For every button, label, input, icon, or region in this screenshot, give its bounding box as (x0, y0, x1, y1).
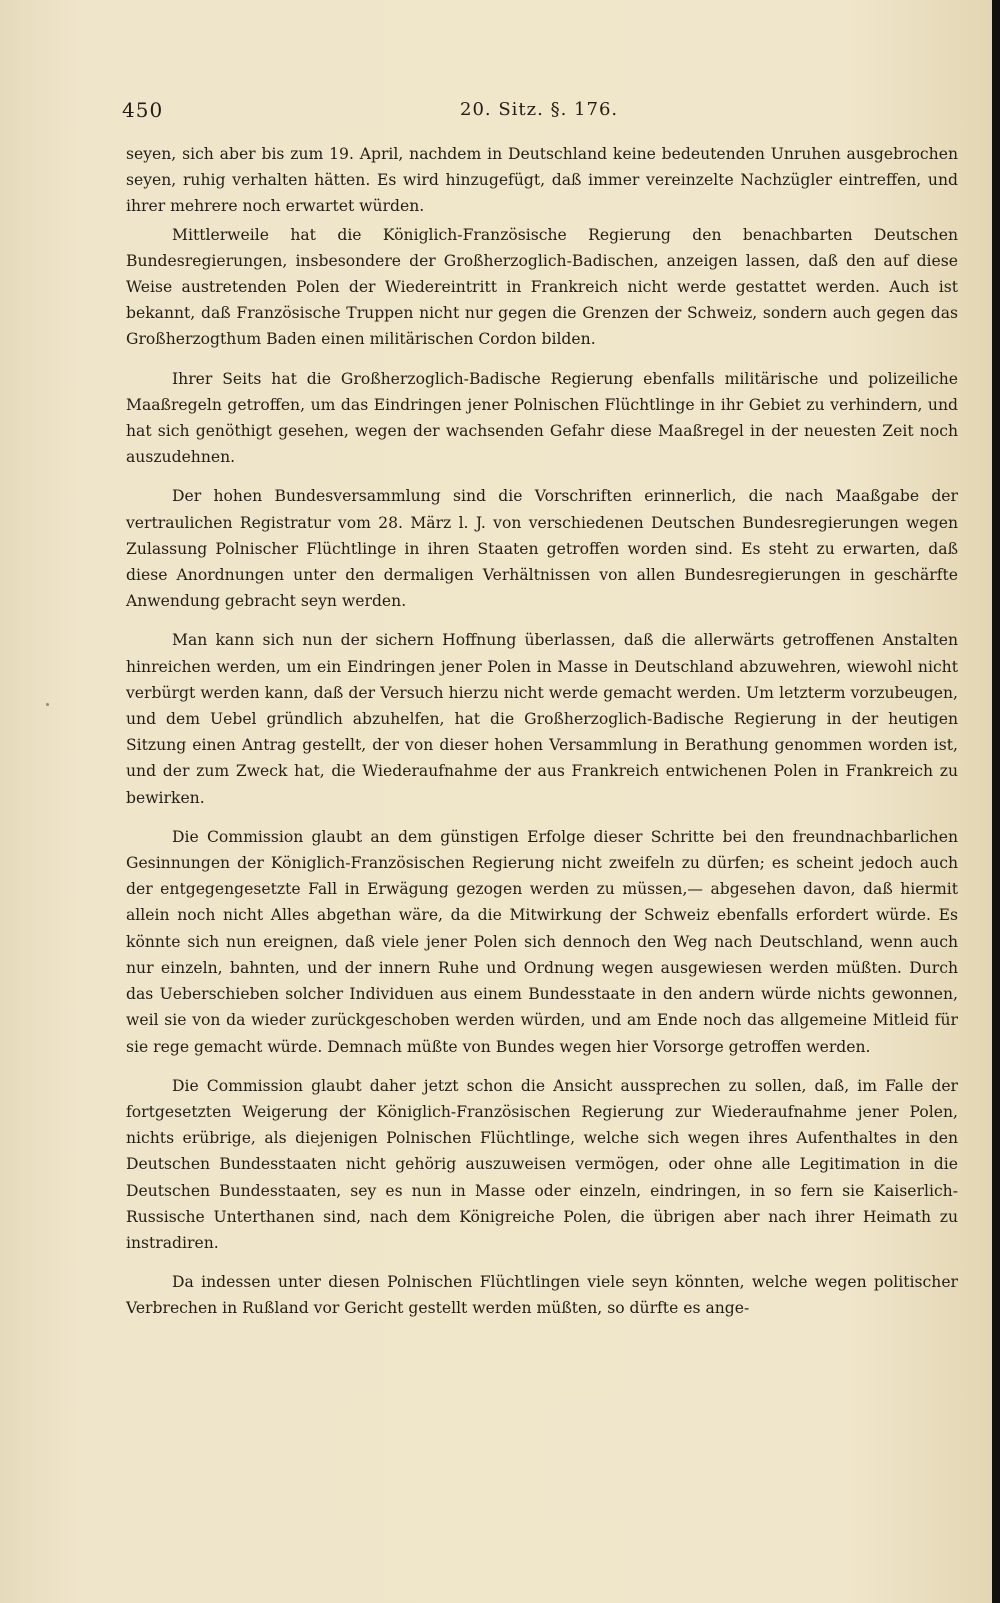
paragraph: Ihrer Seits hat die Großherzoglich-Badische Regierung ebenfalls militärische und polizeiliche Maaßregeln getroffen, um das Eindringen jener Polnischen Flüchtlinge in ihr Gebiet zu verhindern, und hat sich genöthigt gesehen, wegen der wachsenden Gefahr diese Maaßregel in der neuesten Zeit noch auszudehnen. (126, 369, 958, 467)
paragraph: Mittlerweile hat die Königlich-Französische Regierung den benachbarten Deutschen Bundesregierungen, insbesondere der Großherzoglich-Badischen, anzeigen lassen, daß den auf diese Weise austretenden Polen der Wiedereintritt in Frankreich nicht werde gestattet werden. Auch ist bekannt, daß Französische Truppen nicht nur gegen die Grenzen der Schweiz, sondern auch gegen das Großherzogthum Baden einen militärischen Cordon bilden. (126, 225, 958, 349)
paragraph: Die Commission glaubt daher jetzt schon die Ansicht aussprechen zu sollen, daß, im Falle der fortgesetzten Weigerung der Königlich-Französischen Regierung zur Wiederaufnahme jener Polen, nichts erübrige, als diejenigen Polnischen Flüchtlinge, welche sich wegen ihres Aufenthaltes in den Deutschen Bundesstaaten nicht gehörig auszuweisen vermögen, oder ohne alle Legitimation in die Deutschen Bundesstaaten, sey es nun in Masse oder einzeln, eindringen, in so fern sie Kaiserlich-Russische Unterthanen sind, nach dem Königreiche Polen, die übrigen aber nach ihrer Heimath zu instradiren. (126, 1076, 958, 1252)
paragraph: Der hohen Bundesversammlung sind die Vorschriften erinnerlich, die nach Maaßgabe der vertraulichen Registratur vom 28. März l. J. von verschiedenen Deutschen Bundesregierungen wegen Zulassung Polnischer Flüchtlinge in ihren Staaten getroffen worden sind. Es steht zu erwarten, daß diese Anordnungen unter den dermaligen Verhältnissen von allen Bundesregierungen in geschärfte Anwendung gebracht seyn werden. (126, 487, 958, 611)
paragraph: Da indessen unter diesen Polnischen Flüchtlingen viele seyn könnten, welche wegen politischer Verbrechen in Rußland vor Gericht gestellt werden müßten, so dürfte es ange- (126, 1273, 958, 1318)
page-number: 450 (122, 98, 164, 122)
running-head: 20. Sitz. §. 176. (460, 99, 619, 120)
scan-edge (992, 0, 1000, 1603)
body-text (126, 141, 958, 1335)
paragraph: seyen, sich aber bis zum 19. April, nachdem in Deutschland keine bedeutenden Unruhen ausgebrochen seyen, ruhig verhalten hätten. Es wird hinzugefügt, daß immer vereinzelte Nachzügler eintreffen, und ihrer mehrere noch erwartet würden. (126, 145, 958, 216)
paragraph: Die Commission glaubt an dem günstigen Erfolge dieser Schritte bei den freundnachbarlichen Gesinnungen der Königlich-Französischen Regierung nicht zweifeln zu dürfen; es scheint jedoch auch der entgegengesetzte Fall in Erwägung gezogen werden zu müssen,— abgesehen davon, daß hiermit allein noch nicht Alles abgethan wäre, da die Mitwirkung der Schweiz ebenfalls erfordert würde. Es könnte sich nun ereignen, daß viele jener Polen sich dennoch den Weg nach Deutschland, wenn auch nur einzeln, bahnten, und der innern Ruhe und Ordnung wegen ausgewiesen werden müßten. Durch das Ueberschieben solcher Individuen aus einem Bundesstaate in den andern würde nichts gewonnen, weil sie von da wieder zurückgeschoben werden würden, und am Ende noch das allgemeine Mitleid für sie rege gemacht würde. Demnach müßte von Bundes wegen hier Vorsorge getroffen werden. (126, 827, 958, 1056)
paper-speck (46, 703, 49, 706)
paragraph: Man kann sich nun der sichern Hoffnung überlassen, daß die allerwärts getroffenen Anstalten hinreichen werden, um ein Eindringen jener Polen in Masse in Deutschland abzuwehren, wiewohl nicht verbürgt werden kann, daß der Versuch hierzu nicht werde gemacht werden. Um letzterm vorzubeugen, und dem Uebel gründlich abzuhelfen, hat die Großherzoglich-Badische Regierung in der heutigen Sitzung einen Antrag gestellt, der von dieser hohen Versammlung in Berathung genommen worden ist, und der zum Zweck hat, die Wiederaufnahme der aus Frankreich entwichenen Polen in Frankreich zu bewirken. (126, 631, 958, 807)
page-header (0, 98, 992, 128)
